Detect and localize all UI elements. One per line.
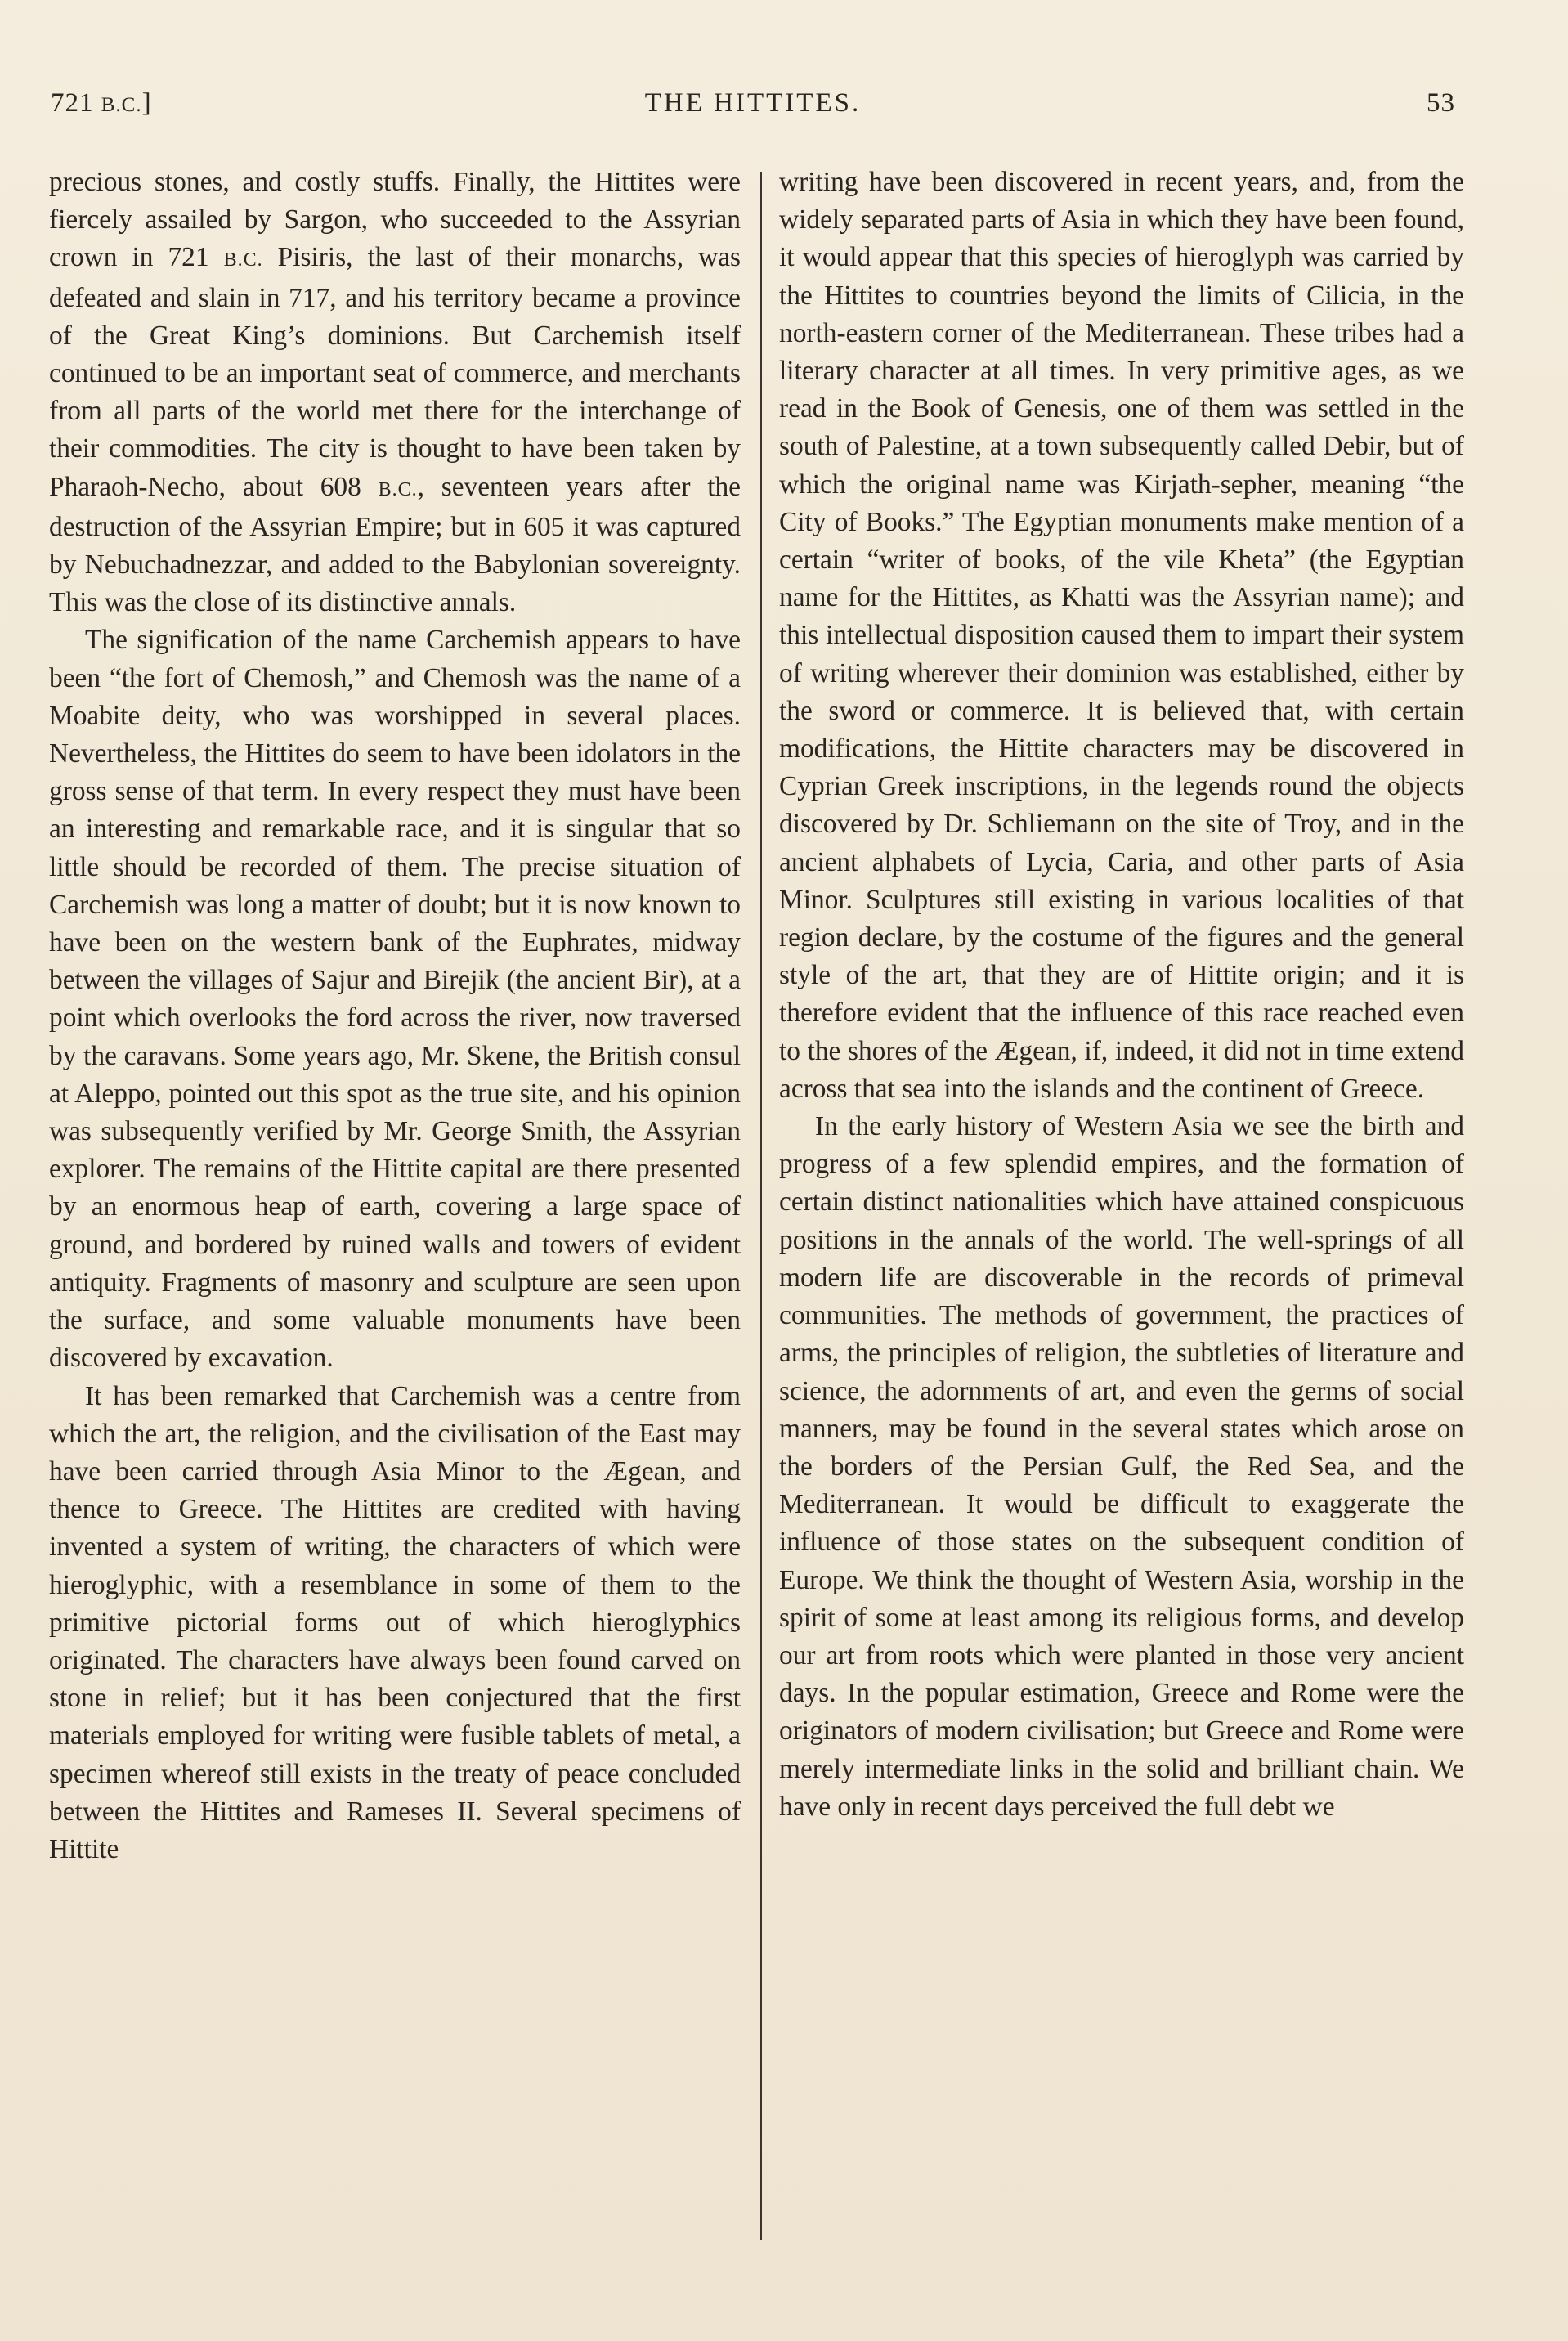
column-divider	[760, 172, 762, 2240]
paragraph: The signification of the name Carchemish appears to have been “the fort of Chemosh,” and Chemosh was the name of a Moabite deity, who was worshipped in several places. Nevertheless, the Hittites do seem to have been idolators in the gross sense of that term. In every respect they must have been an interesting and remarkable race, and it is singular that so little should be recorded of them. The precise situation of Carchemish was long a matter of doubt; but it is now known to have been on the western bank of the Euphrates, midway between the villages of Sajur and Birejik (the ancient Bir), at a point which overlooks the ford across the river, now traversed by the caravans. Some years ago, Mr. Skene, the British consul at Aleppo, pointed out this spot as the true site, and his opinion was subsequently verified by Mr. George Smith, the Assyrian explorer. The remains of the Hittite capital are there presented by an enormous heap of earth, covering a large space of ground, and bordered by ruined walls and towers of evident antiquity. Fragments of masonry and sculpture are seen upon the surface, and some valuable monuments have been discovered by excavation.	[49, 625, 741, 1374]
page-number: 53	[1427, 88, 1455, 118]
paragraph: In the early history of Western Asia we see the birth and progress of a few splendid empires, and the formation of certain distinct nationalities which have attained conspicuous positions in the annals of the world. The well-springs of all modern life are discoverable in the records of primeval communities. The methods of government, the practices of arms, the principles of religion, the subtleties of literature and science, the adornments of art, and even the germs of social manners, may be found in the several states which arose on the borders of the Persian Gulf, the Red Sea, and the Mediterranean. It would be difficult to exaggerate the influence of those states on the subsequent condition of Europe. We think the thought of Western Asia, worship in the spirit of some at least among its religious forms, and develop our art from roots which were planted in those very ancient days. In the popular estimation, Greece and Rome were the originators of modern civilisation; but Greece and Rome were merely intermediate links in the solid and brilliant chain. We have only in recent days perceived the full debt we	[779, 1111, 1464, 1822]
left-column	[49, 164, 741, 1868]
header-bracket: ]	[141, 88, 152, 118]
era-abbrev: B.C.	[378, 478, 418, 500]
text-run: precious stones, and costly stuffs. Finally, the Hittites were fiercely assailed by Sargon, who succeeded to the Assyrian crown in 721	[49, 167, 741, 273]
paragraph	[49, 164, 741, 621]
paragraph: It has been remarked that Carchemish was a centre from which the art, the religion, and the civilisation of the East may have been carried through Asia Minor to the Ægean, and thence to Greece. The Hittites are credited with having invented a system of writing, the characters of which were hieroglyphic, with a resemblance in some of them to the primitive pictorial forms out of which hieroglyphics originated. The characters have always been found carved on stone in relief; but it has been conjectured that the first materials employed for writing were fusible tablets of metal, a specimen whereof still exists in the treaty of peace concluded between the Hittites and Rameses II. Several specimens of Hittite	[49, 1380, 741, 1864]
text-run: , seventeen years after the destruction of the Assyrian Empire; but in 605 it was captured by Nebuchadnezzar, and added to the Babylonian sovereignty. This was the close of its distinctive annals.	[49, 471, 741, 618]
header-year: 721	[51, 88, 94, 118]
era-abbrev: B.C.	[223, 249, 263, 271]
right-column	[779, 164, 1464, 1826]
header-era: B.C.	[101, 94, 142, 116]
page-title: THE HITTITES.	[644, 88, 862, 118]
text-run: Pisiris, the last of their monarchs, was defeated and slain in 717, and his territory became a province of the Great King’s dominions. But Carchemish itself continued to be an important seat of commerce, and merchants from all parts of the world met there for the interchange of their commodities. The city is thought to have been taken by Pharaoh-Necho, about 608	[49, 242, 741, 502]
running-head	[51, 88, 1455, 129]
paragraph: writing have been discovered in recent years, and, from the widely separated parts of Asia in which they have been found, it would appear that this species of hieroglyph was carried by the Hittites to countries beyond the limits of Cilicia, in the north-eastern corner of the Mediterranean. These tribes had a literary character at all times. In very primitive ages, as we read in the Book of Genesis, one of them was settled in the south of Palestine, at a town subsequently called Debir, but of which the original name was Kirjath-sepher, meaning “the City of Books.” The Egyptian monuments make mention of a certain “writer of books, of the vile Kheta” (the Egyptian name for the Hittites, as Khatti was the Assyrian name); and this intellectual disposition caused them to impart their system of writing wherever their dominion was established, either by the sword or commerce. It is believed that, with certain modifications, the Hittite characters may be discovered in Cyprian Greek inscriptions, in the legends round the objects discovered by Dr. Schliemann on the site of Troy, and in the ancient alphabets of Lycia, Caria, and other parts of Asia Minor. Sculptures still existing in various localities of that region declare, by the costume of the figures and the general style of the art, that they are of Hittite origin; and it is therefore evident that the influence of this race reached even to the shores of the Ægean, if, indeed, it did not in time extend across that sea into the islands and the continent of Greece.	[779, 167, 1464, 1104]
